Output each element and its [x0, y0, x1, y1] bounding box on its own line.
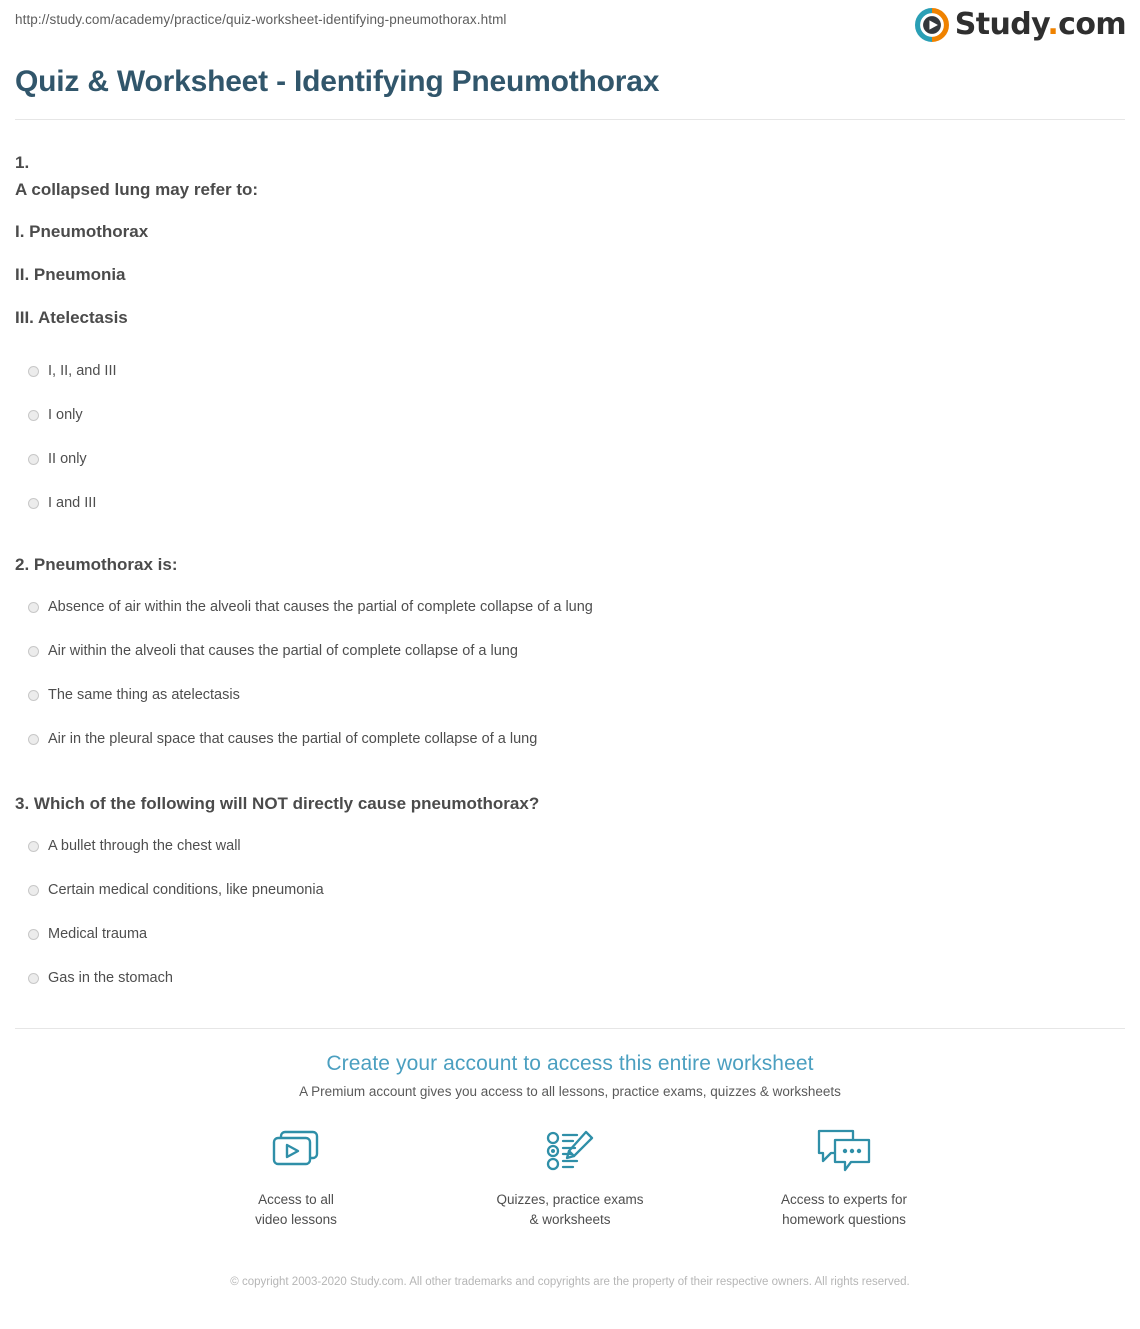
radio-button-icon[interactable] [28, 734, 39, 745]
radio-button-icon[interactable] [28, 646, 39, 657]
brand-word-main: Study [954, 7, 1048, 42]
question-3-prompt: 3. Which of the following will NOT directly cause pneumothorax? [15, 793, 540, 813]
radio-button-icon[interactable] [28, 841, 39, 852]
option-label: Air in the pleural space that causes the partial of complete collapse of a lung [48, 731, 538, 748]
option-row[interactable] [15, 836, 1125, 856]
question-1-subline-2: II. Pneumonia [15, 264, 126, 284]
option-row[interactable] [15, 968, 1125, 988]
radio-button-icon[interactable] [28, 885, 39, 896]
radio-button-icon[interactable] [28, 366, 39, 377]
cta-subtext: A Premium account gives you access to all lessons, practice exams, quizzes & worksheets [299, 1084, 841, 1100]
option-row[interactable] [15, 449, 1125, 469]
chat-bubbles-icon [759, 1123, 929, 1179]
question-1-subline-1: I. Pneumothorax [15, 222, 149, 242]
option-row[interactable] [15, 598, 1125, 618]
feature-quizzes [485, 1123, 655, 1229]
copyright-notice: © copyright 2003-2020 Study.com. All other trademarks and copyrights are the property of their respective owners. All rights reserved. [230, 1275, 910, 1288]
option-row[interactable] [15, 730, 1125, 750]
feature-caption-line1: Access to all [258, 1192, 334, 1208]
cta-headline[interactable]: Create your account to access this entire worksheet [326, 1052, 814, 1076]
question-2-options [15, 598, 1125, 750]
question-2 [15, 553, 1125, 750]
question-1-number: 1. [15, 153, 30, 172]
radio-button-icon[interactable] [28, 410, 39, 421]
option-row[interactable] [15, 405, 1125, 425]
feature-caption-line1: Access to experts for [780, 1192, 908, 1208]
page-title: Quiz & Worksheet - Identifying Pneumothorax [15, 65, 660, 98]
video-lessons-icon [211, 1123, 381, 1179]
feature-experts [759, 1123, 929, 1229]
question-1-subline-3: III. Atelectasis [15, 307, 128, 327]
option-label: The same thing as atelectasis [48, 687, 240, 704]
option-label: A bullet through the chest wall [48, 838, 241, 855]
option-label: Absence of air within the alveoli that causes the partial of complete collapse of a lung [48, 599, 593, 616]
question-1-options [15, 361, 1125, 513]
option-label: I only [48, 406, 83, 423]
feature-caption [485, 1190, 655, 1229]
option-row[interactable] [15, 361, 1125, 381]
radio-button-icon[interactable] [28, 454, 39, 465]
feature-caption-line2: video lessons [255, 1212, 337, 1228]
feature-caption [211, 1190, 381, 1229]
radio-button-icon[interactable] [28, 929, 39, 940]
option-label: I and III [48, 494, 97, 511]
question-1 [15, 151, 1125, 513]
option-label: Medical trauma [48, 926, 148, 943]
feature-caption-line1: Quizzes, practice exams [496, 1192, 644, 1208]
play-circle-icon [915, 8, 949, 42]
question-3 [15, 792, 1125, 989]
option-row[interactable] [15, 924, 1125, 944]
radio-button-icon[interactable] [28, 498, 39, 509]
feature-video-lessons [211, 1123, 381, 1229]
feature-caption [759, 1190, 929, 1229]
option-label: Certain medical conditions, like pneumonia [48, 882, 324, 899]
option-row[interactable] [15, 493, 1125, 513]
option-label: II only [48, 450, 87, 467]
question-1-prompt: A collapsed lung may refer to: [15, 179, 259, 199]
feature-list [0, 1123, 1140, 1229]
radio-button-icon[interactable] [28, 690, 39, 701]
radio-button-icon[interactable] [28, 602, 39, 613]
create-account-cta [0, 1029, 1140, 1229]
brand-word-tail: com [1058, 7, 1126, 42]
feature-caption-line2: homework questions [782, 1212, 906, 1228]
brand-wordmark [954, 7, 1126, 42]
page-url: http://study.com/academy/practice/quiz-worksheet-identifying-pneumothorax.html [15, 12, 507, 27]
quiz-body [0, 151, 1140, 988]
radio-button-icon[interactable] [28, 973, 39, 984]
option-row[interactable] [15, 686, 1125, 706]
title-divider [15, 119, 1125, 120]
option-label: I, II, and III [48, 362, 117, 379]
option-label: Air within the alveoli that causes the partial of complete collapse of a lung [48, 643, 518, 660]
brand-word-dot: . [1047, 7, 1059, 42]
option-row[interactable] [15, 642, 1125, 662]
page-header [0, 0, 1140, 52]
question-2-prompt: 2. Pneumothorax is: [15, 555, 178, 575]
question-3-options [15, 836, 1125, 988]
feature-caption-line2: & worksheets [529, 1212, 611, 1228]
quiz-checklist-pencil-icon [485, 1123, 655, 1179]
option-label: Gas in the stomach [48, 970, 173, 987]
option-row[interactable] [15, 880, 1125, 900]
study-com-logo[interactable] [915, 8, 1126, 42]
